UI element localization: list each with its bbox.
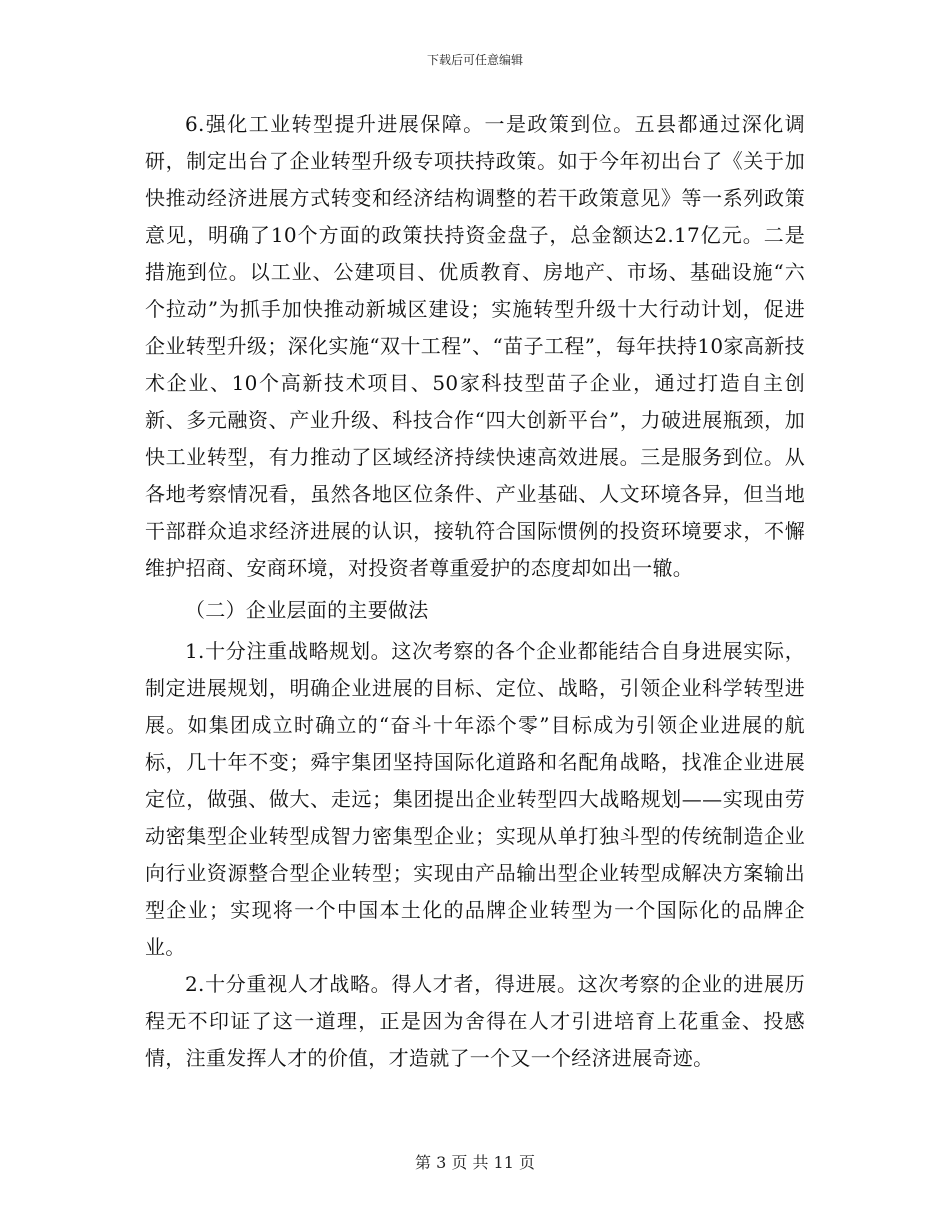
paragraph-strategic-planning: 1.十分注重战略规划。这次考察的各个企业都能结合自身进展实际，制定进展规划，明确企业进展的目标、定位、战略，引领企业科学转型进展。如集团成立时确立的“奋斗十年添个零”目标成为引领企业进展的航标，几十年不变；舜宇集团坚持国际化道路和名配角战略，找准企业进展定位，做强、做大、走远；集团提出企业转型四大战略规划——实现由劳动密集型企业转型成智力密集型企业；实现从单打独斗型的传统制造企业向行业资源整合型企业转型；实现由产品输出型企业转型成解决方案输出型企业；实现将一个中国本土化的品牌企业转型为一个国际化的品牌企业。 — [145, 639, 805, 959]
page-header-note: 下载后可任意编辑 — [426, 53, 523, 67]
paragraph-talent-strategy: 2.十分重视人才战略。得人才者，得进展。这次考察的企业的进展历程无不印证了这一道理，正是因为舍得在人才引进培育上花重金、投感情，注重发挥人才的价值，才造就了一个又一个经济进展奇迹。 — [145, 972, 805, 1070]
document-body — [145, 106, 805, 1077]
page-number-footer: 第 3 页 共 11 页 — [415, 1153, 535, 1172]
paragraph-industrial-guarantee: 6.强化工业转型提升进展保障。一是政策到位。五县都通过深化调研，制定出台了企业转型升级专项扶持政策。如于今年初出台了《关于加快推动经济进展方式转变和经济结构调整的若干政策意见》等一系列政策意见，明确了10个方面的政策扶持资金盘子，总金额达2.17亿元。二是措施到位。以工业、公建项目、优质教育、房地产、市场、基础设施“六个拉动”为抓手加快推动新城区建设；实施转型升级十大行动计划，促进企业转型升级；深化实施“双十工程”、“苗子工程”，每年扶持10家高新技术企业、10个高新技术项目、50家科技型苗子企业，通过打造自主创新、多元融资、产业升级、科技合作“四大创新平台”，力破进展瓶颈，加快工业转型，有力推动了区域经济持续快速高效进展。三是服务到位。从各地考察情况看，虽然各地区位条件、产业基础、人文环境各异，但当地干部群众追求经济进展的认识，接轨符合国际惯例的投资环境要求，不懈维护招商、安商环境，对投资者尊重爱护的态度却如出一辙。 — [145, 112, 805, 580]
section-heading-enterprise-practices: （二）企业层面的主要做法 — [185, 598, 429, 622]
